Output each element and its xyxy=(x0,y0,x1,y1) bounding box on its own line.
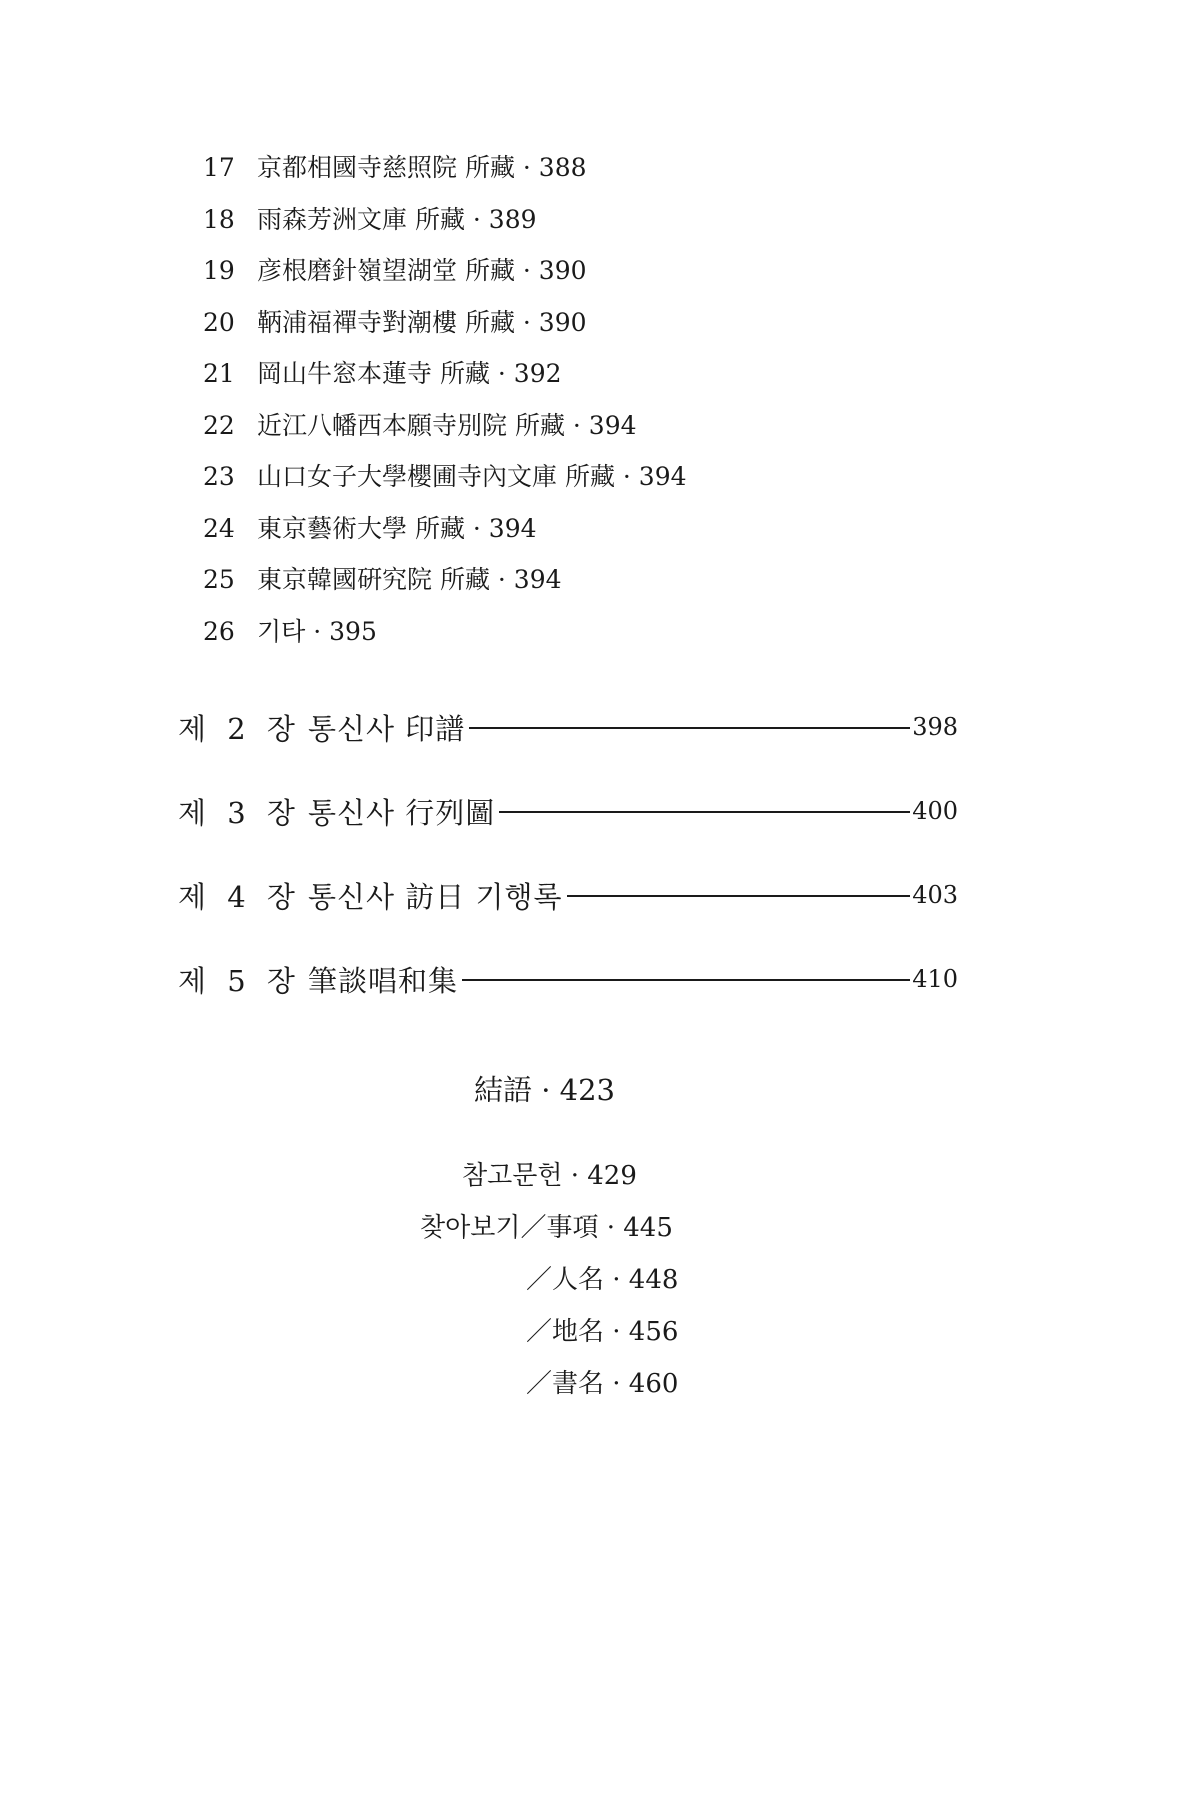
index-subjects-entry: 찾아보기／事項 · 445 xyxy=(420,1213,673,1243)
sub-entry-number: 22 xyxy=(203,410,235,440)
sub-entry-text: 岡山牛窓本蓮寺 所藏 · 392 xyxy=(257,359,562,388)
chapter-entry xyxy=(178,769,958,853)
sub-entry-text: 彦根磨針嶺望湖堂 所藏 · 390 xyxy=(257,256,587,285)
sub-entry-text: 鞆浦福禪寺對潮樓 所藏 · 390 xyxy=(257,307,587,337)
sub-entry-number: 24 xyxy=(203,513,235,543)
sub-entry-text: 山口女子大學櫻圃寺內文庫 所藏 · 394 xyxy=(257,462,687,491)
chapter-label: 제 4 장 xyxy=(178,879,301,914)
chapter-entry xyxy=(178,685,958,769)
sub-entry xyxy=(203,606,1003,658)
sub-entry-number: 20 xyxy=(203,307,235,337)
sub-entry xyxy=(203,142,1003,194)
chapter-list xyxy=(178,685,958,1021)
leader-line xyxy=(567,895,911,897)
sub-entry-number: 26 xyxy=(203,616,235,646)
sub-entry-number: 21 xyxy=(203,359,235,388)
chapter-title: 筆談唱和集 xyxy=(308,963,459,998)
chapter-title: 통신사 行列圖 xyxy=(308,795,496,830)
leader-line xyxy=(499,811,910,813)
sub-entry-number: 19 xyxy=(203,256,235,285)
sub-entry xyxy=(203,554,1003,606)
chapter-label: 제 3 장 xyxy=(178,795,301,830)
chapter-label: 제 5 장 xyxy=(178,963,301,998)
sub-entry xyxy=(203,297,1003,349)
sub-entry xyxy=(203,348,1003,400)
chapter-title: 통신사 印譜 xyxy=(308,711,466,746)
chapter-page: 403 xyxy=(912,881,958,909)
references-entry: 참고문헌 · 429 xyxy=(462,1161,637,1191)
sub-entry-number: 17 xyxy=(203,153,235,182)
chapter-title: 통신사 訪日 기행록 xyxy=(308,879,563,914)
sub-entry-text: 京都相國寺慈照院 所藏 · 388 xyxy=(257,153,587,182)
leader-line xyxy=(462,979,910,981)
chapter-page: 400 xyxy=(912,797,958,825)
sub-entry xyxy=(203,194,1003,246)
index-places-entry: ／地名 · 456 xyxy=(526,1317,679,1347)
index-books-entry: ／書名 · 460 xyxy=(526,1369,679,1399)
sub-entry-text: 기타 · 395 xyxy=(257,616,377,646)
sub-entry xyxy=(203,503,1003,555)
leader-line xyxy=(469,727,910,729)
conclusion-entry: 結語 · 423 xyxy=(474,1073,616,1107)
chapter-entry xyxy=(178,937,958,1021)
sub-entry xyxy=(203,451,1003,503)
sub-entry-text: 雨森芳洲文庫 所藏 · 389 xyxy=(257,204,537,234)
sub-entry-number: 25 xyxy=(203,565,235,594)
chapter-page: 398 xyxy=(912,713,958,741)
chapter-entry xyxy=(178,853,958,937)
sub-entry-text: 東京韓國硏究院 所藏 · 394 xyxy=(257,565,562,594)
index-names-entry: ／人名 · 448 xyxy=(526,1265,679,1295)
chapter-page: 410 xyxy=(912,965,958,993)
chapter-label: 제 2 장 xyxy=(178,711,301,746)
sub-entry-text: 東京藝術大學 所藏 · 394 xyxy=(257,513,537,543)
sub-entry xyxy=(203,245,1003,297)
sub-entry-number: 18 xyxy=(203,204,235,234)
sub-entry xyxy=(203,400,1003,452)
sub-entry-number: 23 xyxy=(203,462,235,491)
sub-entry-text: 近江八幡西本願寺別院 所藏 · 394 xyxy=(257,410,637,440)
sub-entry-list xyxy=(203,142,1003,657)
